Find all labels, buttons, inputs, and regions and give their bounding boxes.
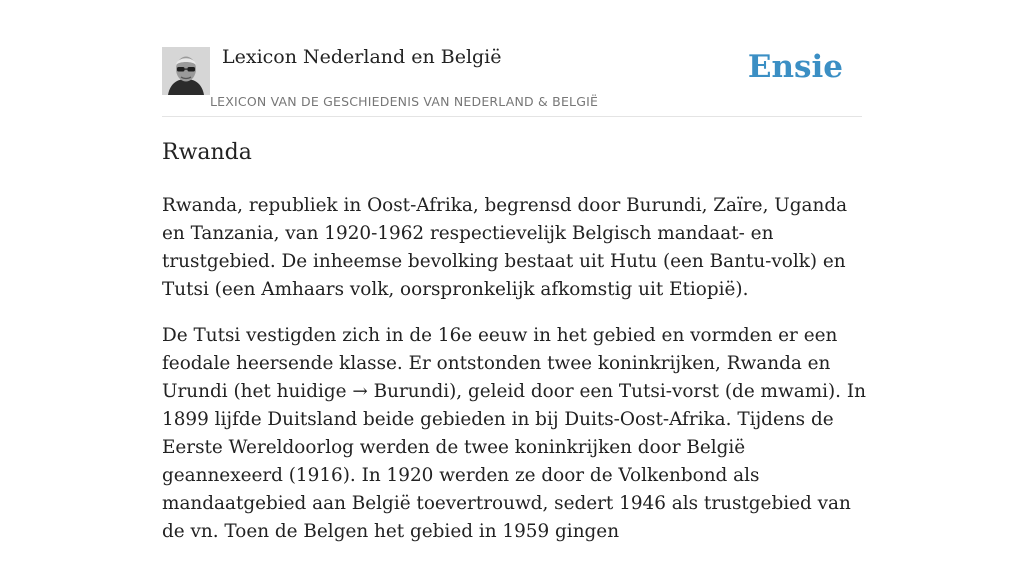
site-title[interactable]: Lexicon Nederland en België xyxy=(222,46,502,68)
paragraph-text: ), geleid door een Tutsi-vorst (de mwami). In 1899 lijfde Duitsland beide gebieden in bij Duits-Oost-Afrika. Tijdens de Eerste Wereldoorlog werden de twee koninkrijken door België geannexeerd (1916). In 1920 werden ze door de Volkenbond als mandaatgebied aan België toevertrouwd, sedert 1946 als trustgebied van de vn. Toen de Belgen het gebied in 1959 gingen xyxy=(162,381,866,542)
article-paragraph xyxy=(162,322,867,546)
avatar-portrait-image xyxy=(162,47,210,95)
article-paragraph: Rwanda, republiek in Oost-Afrika, begrensd door Burundi, Zaïre, Uganda en Tanzania, van 1920-1962 respectievelijk Belgisch mandaat- en trustgebied. De inheemse bevolking bestaat uit Hutu (een Bantu-volk) en Tutsi (een Amhaars volk, oorspronkelijk afkomstig uit Etiopië). xyxy=(162,195,848,300)
site-header xyxy=(162,44,862,117)
article-title: Rwanda xyxy=(162,140,252,165)
paragraph-text: De Tutsi vestigden zich in de 16e eeuw in het gebied en vormden er een feodale heersende klasse. Er ontstonden twee koninkrijken, Rwanda en Urundi (het huidige xyxy=(162,325,838,402)
author-avatar[interactable] xyxy=(162,47,210,95)
burundi-link[interactable]: → Burundi xyxy=(352,381,450,402)
brand-logo-link[interactable]: Ensie xyxy=(747,49,843,85)
site-subtitle: LEXICON VAN DE GESCHIEDENIS VAN NEDERLAND & BELGIË xyxy=(210,94,599,109)
article-body xyxy=(162,192,867,564)
